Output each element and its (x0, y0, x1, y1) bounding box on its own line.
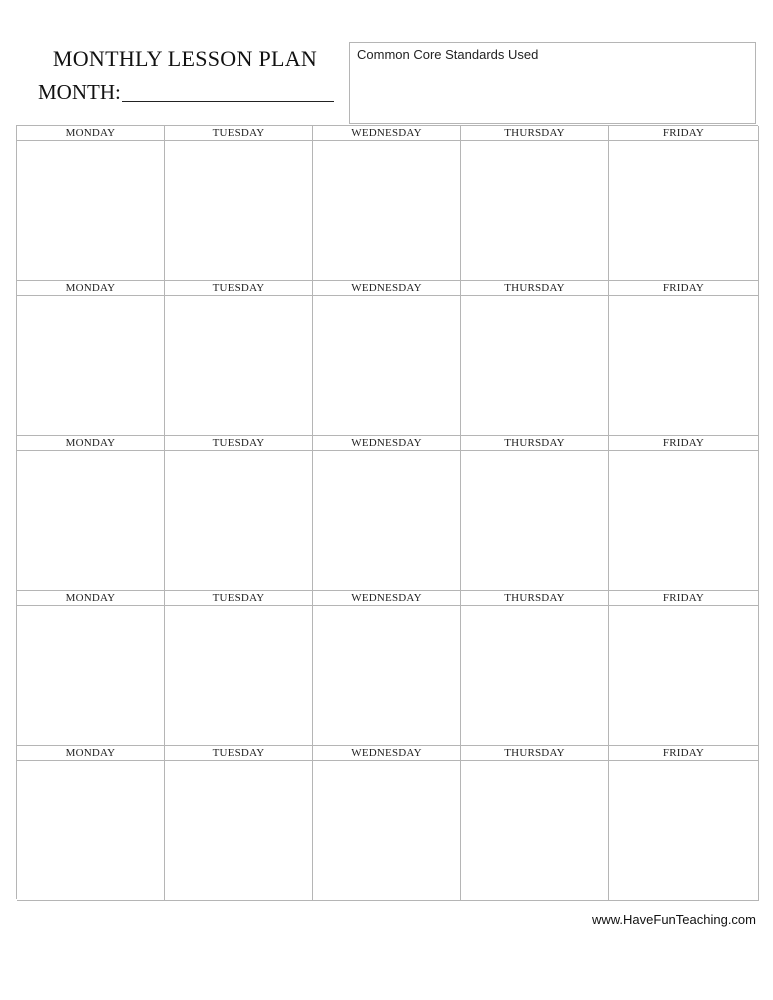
day-header-week2-thursday: THURSDAY (461, 281, 609, 296)
day-header-week2-monday: MONDAY (17, 281, 165, 296)
day-cell-week2-tuesday[interactable] (165, 296, 313, 436)
day-header-week1-friday: FRIDAY (609, 126, 759, 141)
day-cell-week1-tuesday[interactable] (165, 141, 313, 281)
day-cell-week5-wednesday[interactable] (313, 761, 461, 901)
standards-box[interactable] (349, 42, 756, 124)
day-cell-week2-monday[interactable] (17, 296, 165, 436)
day-cell-week4-monday[interactable] (17, 606, 165, 746)
day-header-week1-monday: MONDAY (17, 126, 165, 141)
day-header-week5-wednesday: WEDNESDAY (313, 746, 461, 761)
standards-label: Common Core Standards Used (357, 47, 539, 62)
lesson-plan-grid (16, 125, 758, 899)
day-header-week3-thursday: THURSDAY (461, 436, 609, 451)
month-row (38, 79, 334, 105)
day-header-week1-thursday: THURSDAY (461, 126, 609, 141)
day-header-week2-friday: FRIDAY (609, 281, 759, 296)
day-header-week4-wednesday: WEDNESDAY (313, 591, 461, 606)
day-header-week3-monday: MONDAY (17, 436, 165, 451)
day-header-week1-wednesday: WEDNESDAY (313, 126, 461, 141)
day-header-week1-tuesday: TUESDAY (165, 126, 313, 141)
day-cell-week3-tuesday[interactable] (165, 451, 313, 591)
day-cell-week3-monday[interactable] (17, 451, 165, 591)
day-cell-week4-wednesday[interactable] (313, 606, 461, 746)
day-header-week4-friday: FRIDAY (609, 591, 759, 606)
day-header-week4-thursday: THURSDAY (461, 591, 609, 606)
day-cell-week2-thursday[interactable] (461, 296, 609, 436)
day-cell-week1-monday[interactable] (17, 141, 165, 281)
day-cell-week4-thursday[interactable] (461, 606, 609, 746)
day-header-week3-tuesday: TUESDAY (165, 436, 313, 451)
day-cell-week2-wednesday[interactable] (313, 296, 461, 436)
day-header-week2-wednesday: WEDNESDAY (313, 281, 461, 296)
day-cell-week3-wednesday[interactable] (313, 451, 461, 591)
day-header-week4-monday: MONDAY (17, 591, 165, 606)
day-cell-week5-tuesday[interactable] (165, 761, 313, 901)
day-cell-week2-friday[interactable] (609, 296, 759, 436)
day-cell-week4-friday[interactable] (609, 606, 759, 746)
day-header-week4-tuesday: TUESDAY (165, 591, 313, 606)
day-cell-week5-thursday[interactable] (461, 761, 609, 901)
day-header-week5-tuesday: TUESDAY (165, 746, 313, 761)
day-header-week3-friday: FRIDAY (609, 436, 759, 451)
day-header-week5-monday: MONDAY (17, 746, 165, 761)
page-title: MONTHLY LESSON PLAN (52, 46, 318, 71)
day-cell-week3-thursday[interactable] (461, 451, 609, 591)
day-header-week5-thursday: THURSDAY (461, 746, 609, 761)
day-cell-week5-monday[interactable] (17, 761, 165, 901)
day-cell-week1-thursday[interactable] (461, 141, 609, 281)
day-cell-week3-friday[interactable] (609, 451, 759, 591)
day-header-week2-tuesday: TUESDAY (165, 281, 313, 296)
month-label: MONTH: (38, 80, 121, 104)
day-header-week5-friday: FRIDAY (609, 746, 759, 761)
day-cell-week4-tuesday[interactable] (165, 606, 313, 746)
day-cell-week1-wednesday[interactable] (313, 141, 461, 281)
day-cell-week1-friday[interactable] (609, 141, 759, 281)
day-header-week3-wednesday: WEDNESDAY (313, 436, 461, 451)
website-footer: www.HaveFunTeaching.com (591, 912, 756, 927)
day-cell-week5-friday[interactable] (609, 761, 759, 901)
month-entry-line[interactable] (122, 81, 334, 102)
